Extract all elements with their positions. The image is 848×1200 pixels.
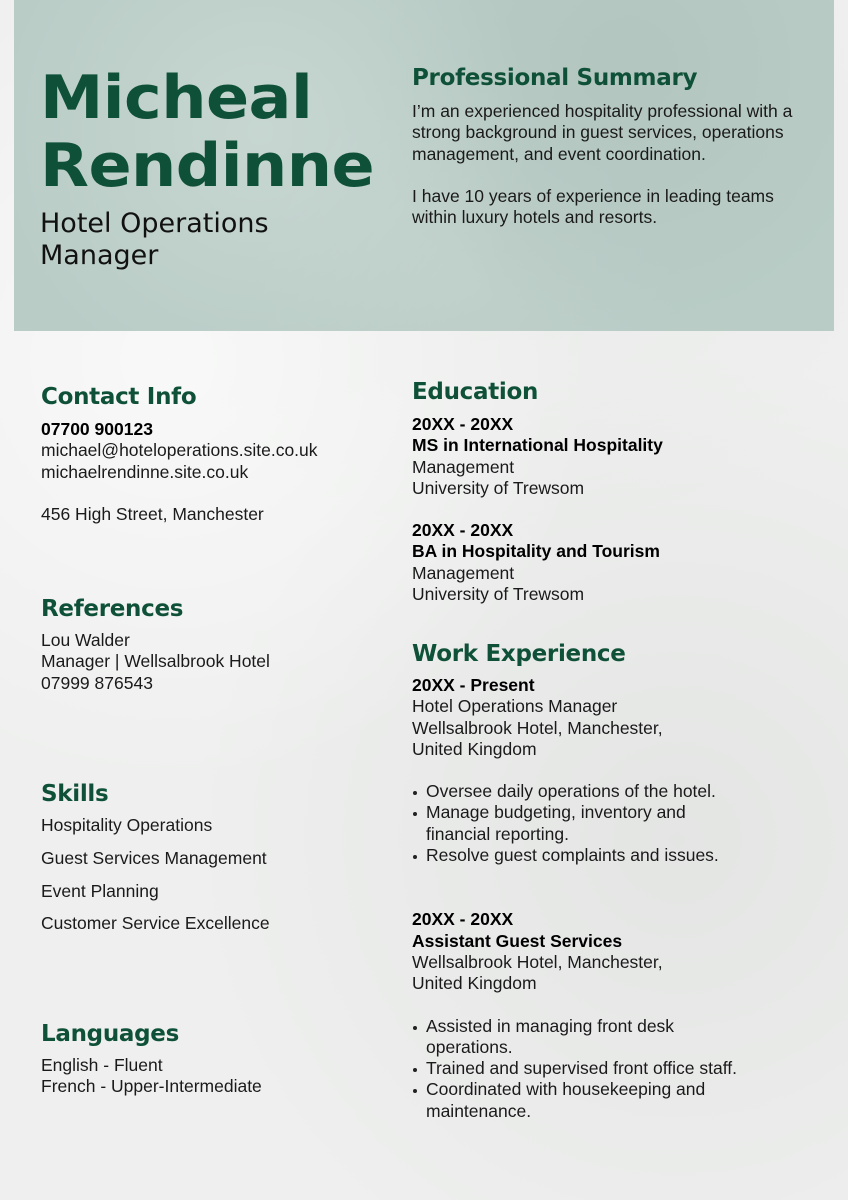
education-degree-cont: Management — [412, 562, 515, 583]
education-degree: BA in Hospitality and Tourism — [412, 541, 660, 562]
education-entry — [412, 414, 812, 499]
section-heading: References — [41, 596, 184, 622]
job-entry — [412, 909, 812, 1122]
job-title: Hotel Operations Manager — [412, 696, 618, 717]
references-section — [41, 595, 381, 694]
job-bullet: Resolve guest complaints and issues. — [412, 845, 812, 866]
contact-info-section — [41, 383, 381, 525]
summary-paragraph: I’m an experienced hospitality professional with a strong background in guest services, operations management, and event coordination. — [412, 101, 793, 164]
education-dates: 20XX - 20XX — [412, 414, 514, 434]
section-heading: Contact Info — [41, 384, 197, 410]
name-first: Micheal — [40, 63, 313, 133]
summary-paragraph: I have 10 years of experience in leading teams within luxury hotels and resorts. — [412, 185, 774, 228]
languages-section — [41, 1020, 381, 1098]
name-last: Rendinne — [40, 131, 375, 201]
education-school: University of Trewsom — [412, 477, 585, 498]
contact-email[interactable]: michael@hoteloperations.site.co.uk — [41, 440, 318, 461]
work-experience-section — [412, 640, 812, 1122]
job-bullet: Trained and supervised front office staff. — [412, 1058, 812, 1079]
contact-address: 456 High Street, Manchester — [41, 503, 264, 524]
job-bullets — [412, 1016, 812, 1122]
language-item: English - Fluent — [41, 1055, 163, 1075]
skill-item: Guest Services Management — [41, 847, 267, 868]
job-bullet: Coordinated with housekeeping and maintenance. — [412, 1079, 772, 1122]
language-item: French - Upper-Intermediate — [41, 1076, 262, 1097]
education-dates: 20XX - 20XX — [412, 520, 514, 541]
education-section — [412, 378, 812, 605]
job-title: Assistant Guest Services — [412, 930, 623, 951]
section-heading: Work Experience — [412, 641, 626, 667]
skills-section — [41, 780, 381, 946]
job-title: Hotel Operations Manager — [40, 208, 269, 271]
reference-name: Lou Walder — [41, 630, 130, 650]
job-dates: 20XX - Present — [412, 675, 535, 695]
job-location: Wellsalbrook Hotel, Manchester, United Kingdom — [412, 951, 663, 994]
education-school: University of Trewsom — [412, 584, 585, 605]
job-bullet: Manage budgeting, inventory and financial reporting. — [412, 802, 752, 845]
job-bullet: Oversee daily operations of the hotel. — [412, 781, 812, 802]
contact-website[interactable]: michaelrendinne.site.co.uk — [41, 461, 249, 482]
job-bullets — [412, 781, 812, 866]
section-heading: Languages — [41, 1021, 179, 1047]
education-degree-cont: Management — [412, 456, 515, 477]
professional-summary-section — [412, 64, 812, 228]
education-entry — [412, 520, 812, 605]
section-heading: Skills — [41, 781, 109, 807]
skill-item: Hospitality Operations — [41, 815, 213, 835]
section-heading: Professional Summary — [412, 65, 698, 91]
candidate-name — [40, 64, 374, 200]
job-dates: 20XX - 20XX — [412, 909, 514, 930]
education-degree: MS in International Hospitality — [412, 435, 663, 456]
skill-item: Customer Service Excellence — [41, 913, 270, 934]
contact-phone: 07700 900123 — [41, 419, 153, 439]
job-entry — [412, 675, 812, 866]
job-bullet: Assisted in managing front desk operations. — [412, 1016, 742, 1059]
reference-phone: 07999 876543 — [41, 672, 153, 693]
skill-item: Event Planning — [41, 880, 159, 901]
reference-role: Manager | Wellsalbrook Hotel — [41, 651, 270, 672]
job-location: Wellsalbrook Hotel, Manchester, United Kingdom — [412, 717, 663, 759]
section-heading: Education — [412, 379, 539, 405]
